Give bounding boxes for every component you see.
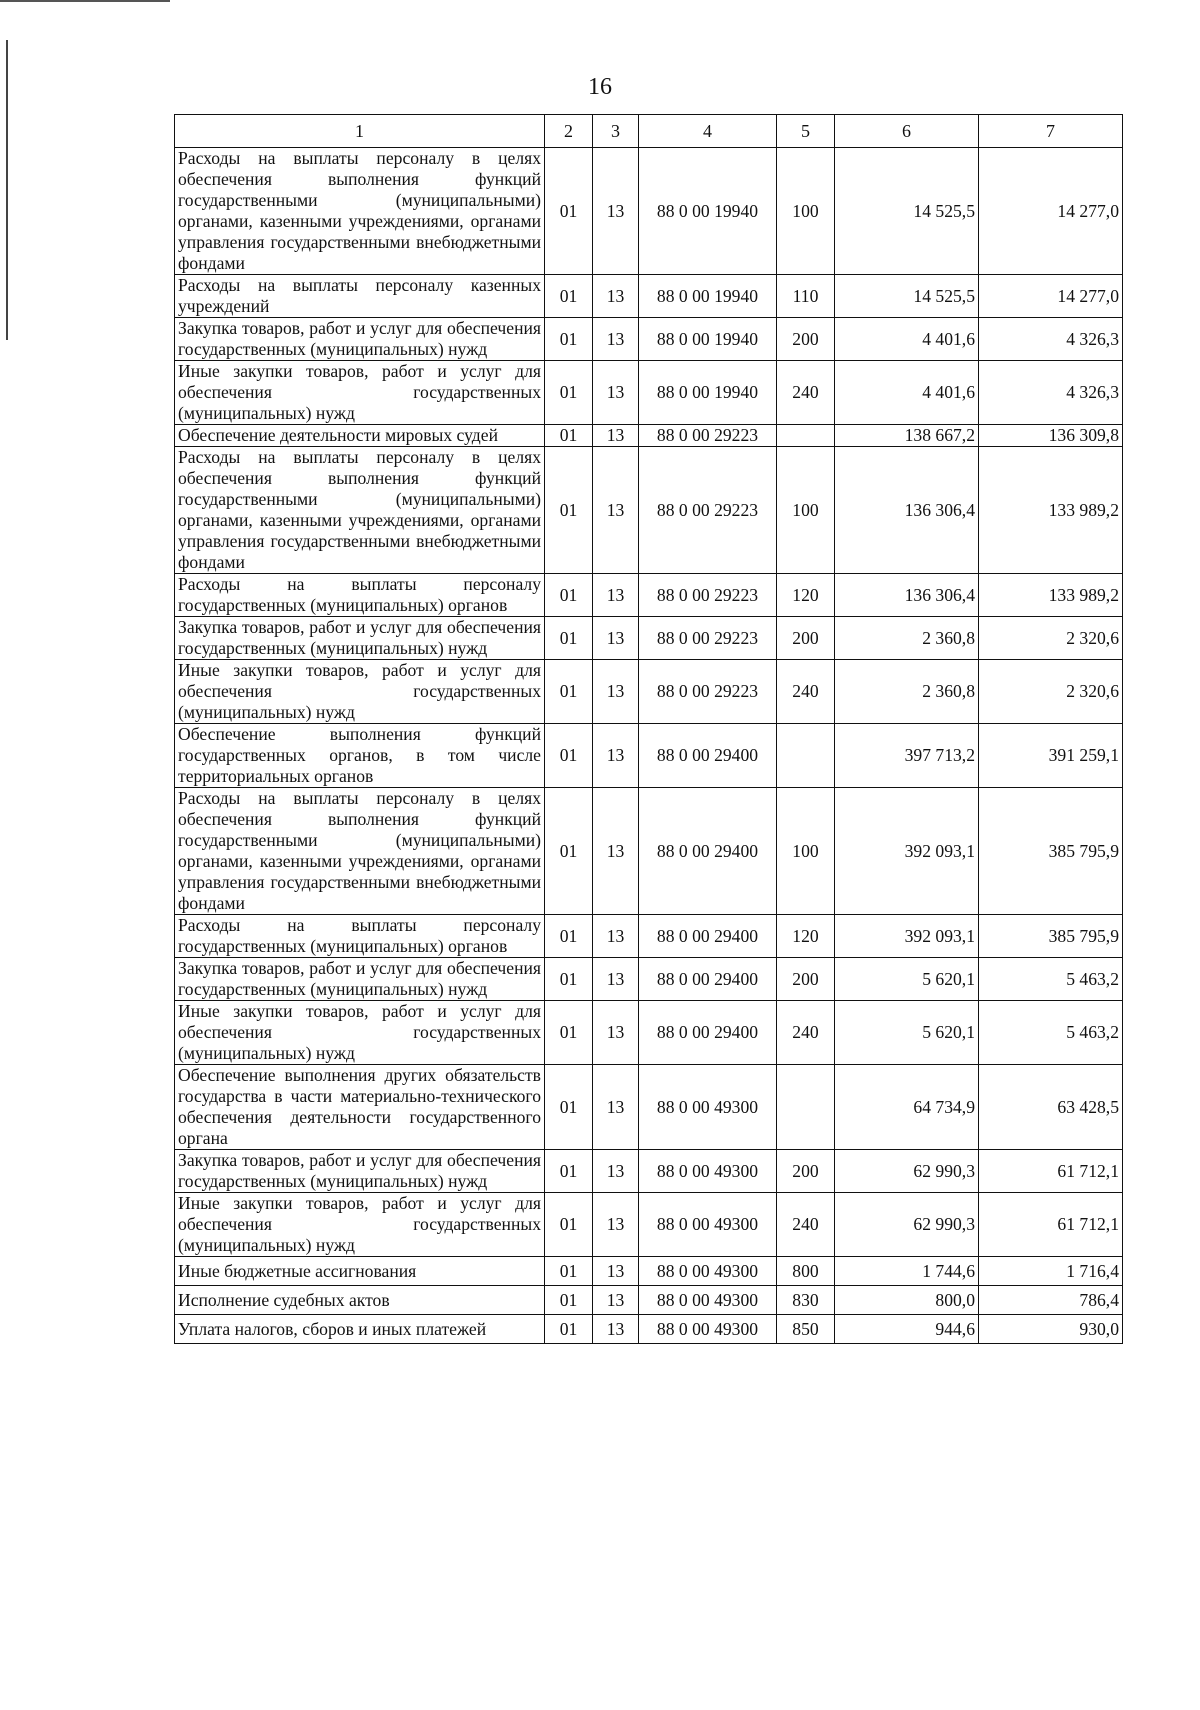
target-article-code: 88 0 00 29400 [639, 1001, 777, 1065]
amount-col7: 5 463,2 [979, 958, 1123, 1001]
expense-type-code: 200 [777, 958, 835, 1001]
expense-type-code: 100 [777, 447, 835, 574]
expense-type-code: 830 [777, 1286, 835, 1315]
expense-name: Закупка товаров, работ и услуг для обеспечения государственных (муниципальных) нужд [175, 1150, 545, 1193]
amount-col7: 385 795,9 [979, 788, 1123, 915]
target-article-code: 88 0 00 49300 [639, 1257, 777, 1286]
expense-type-code: 120 [777, 574, 835, 617]
section-code: 01 [545, 1315, 593, 1344]
subsection-code: 13 [593, 1001, 639, 1065]
expense-type-code: 200 [777, 617, 835, 660]
amount-col6: 14 525,5 [835, 148, 979, 275]
table-row [175, 788, 1123, 915]
amount-col7: 5 463,2 [979, 1001, 1123, 1065]
column-header: 6 [835, 115, 979, 148]
table-header-row [175, 115, 1123, 148]
subsection-code: 13 [593, 148, 639, 275]
target-article-code: 88 0 00 19940 [639, 361, 777, 425]
amount-col6: 62 990,3 [835, 1193, 979, 1257]
target-article-code: 88 0 00 19940 [639, 148, 777, 275]
column-header: 3 [593, 115, 639, 148]
table-row [175, 148, 1123, 275]
expense-type-code: 800 [777, 1257, 835, 1286]
table-row [175, 574, 1123, 617]
target-article-code: 88 0 00 19940 [639, 318, 777, 361]
amount-col6: 62 990,3 [835, 1150, 979, 1193]
expense-type-code [777, 425, 835, 447]
table-row [175, 915, 1123, 958]
target-article-code: 88 0 00 29223 [639, 617, 777, 660]
subsection-code: 13 [593, 574, 639, 617]
amount-col6: 64 734,9 [835, 1065, 979, 1150]
target-article-code: 88 0 00 29400 [639, 915, 777, 958]
amount-col7: 786,4 [979, 1286, 1123, 1315]
subsection-code: 13 [593, 361, 639, 425]
expense-name: Исполнение судебных актов [175, 1286, 545, 1315]
target-article-code: 88 0 00 49300 [639, 1065, 777, 1150]
subsection-code: 13 [593, 617, 639, 660]
expense-type-code: 100 [777, 788, 835, 915]
table-row [175, 1257, 1123, 1286]
amount-col6: 392 093,1 [835, 915, 979, 958]
section-code: 01 [545, 617, 593, 660]
expense-type-code: 100 [777, 148, 835, 275]
table-row [175, 318, 1123, 361]
subsection-code: 13 [593, 1150, 639, 1193]
amount-col7: 133 989,2 [979, 447, 1123, 574]
budget-table [174, 114, 1123, 1344]
expense-type-code [777, 724, 835, 788]
expense-name: Уплата налогов, сборов и иных платежей [175, 1315, 545, 1344]
amount-col6: 392 093,1 [835, 788, 979, 915]
table-row [175, 275, 1123, 318]
subsection-code: 13 [593, 724, 639, 788]
amount-col6: 136 306,4 [835, 574, 979, 617]
table-row [175, 660, 1123, 724]
expense-name: Закупка товаров, работ и услуг для обеспечения государственных (муниципальных) нужд [175, 958, 545, 1001]
target-article-code: 88 0 00 29223 [639, 425, 777, 447]
subsection-code: 13 [593, 447, 639, 574]
amount-col7: 133 989,2 [979, 574, 1123, 617]
table-row [175, 617, 1123, 660]
subsection-code: 13 [593, 1065, 639, 1150]
amount-col6: 14 525,5 [835, 275, 979, 318]
expense-type-code: 200 [777, 1150, 835, 1193]
amount-col7: 136 309,8 [979, 425, 1123, 447]
column-header: 4 [639, 115, 777, 148]
section-code: 01 [545, 788, 593, 915]
section-code: 01 [545, 1257, 593, 1286]
subsection-code: 13 [593, 318, 639, 361]
expense-name: Обеспечение выполнения других обязательств государства в части материально-технического обеспечения деятельности государственного органа [175, 1065, 545, 1150]
amount-col6: 5 620,1 [835, 958, 979, 1001]
section-code: 01 [545, 1193, 593, 1257]
section-code: 01 [545, 1001, 593, 1065]
section-code: 01 [545, 447, 593, 574]
target-article-code: 88 0 00 49300 [639, 1150, 777, 1193]
amount-col6: 1 744,6 [835, 1257, 979, 1286]
target-article-code: 88 0 00 29223 [639, 447, 777, 574]
expense-type-code [777, 1065, 835, 1150]
section-code: 01 [545, 318, 593, 361]
subsection-code: 13 [593, 425, 639, 447]
amount-col6: 800,0 [835, 1286, 979, 1315]
expense-name: Иные закупки товаров, работ и услуг для обеспечения государственных (муниципальных) нужд [175, 361, 545, 425]
expense-name: Обеспечение деятельности мировых судей [175, 425, 545, 447]
section-code: 01 [545, 275, 593, 318]
expense-name: Расходы на выплаты персоналу в целях обеспечения выполнения функций государственными (муниципальными) органами, казенными учреждениями, органами управления государственными внебюджетными фондами [175, 788, 545, 915]
table-row [175, 1286, 1123, 1315]
expense-type-code: 110 [777, 275, 835, 318]
column-header: 7 [979, 115, 1123, 148]
expense-type-code: 850 [777, 1315, 835, 1344]
expense-name: Закупка товаров, работ и услуг для обеспечения государственных (муниципальных) нужд [175, 318, 545, 361]
column-header: 1 [175, 115, 545, 148]
target-article-code: 88 0 00 29400 [639, 724, 777, 788]
target-article-code: 88 0 00 49300 [639, 1315, 777, 1344]
page-number: 16 [588, 74, 612, 100]
expense-type-code: 240 [777, 361, 835, 425]
target-article-code: 88 0 00 49300 [639, 1193, 777, 1257]
column-header: 5 [777, 115, 835, 148]
amount-col6: 136 306,4 [835, 447, 979, 574]
amount-col7: 4 326,3 [979, 318, 1123, 361]
target-article-code: 88 0 00 29223 [639, 574, 777, 617]
expense-type-code: 120 [777, 915, 835, 958]
expense-type-code: 240 [777, 660, 835, 724]
expense-name: Иные закупки товаров, работ и услуг для обеспечения государственных (муниципальных) нужд [175, 1001, 545, 1065]
expense-type-code: 240 [777, 1193, 835, 1257]
section-code: 01 [545, 1065, 593, 1150]
expense-name: Иные закупки товаров, работ и услуг для обеспечения государственных (муниципальных) нужд [175, 1193, 545, 1257]
expense-name: Расходы на выплаты персоналу в целях обеспечения выполнения функций государственными (муниципальными) органами, казенными учреждениями, органами управления государственными внебюджетными фондами [175, 447, 545, 574]
expense-name: Расходы на выплаты персоналу казенных учреждений [175, 275, 545, 318]
expense-name: Иные бюджетные ассигнования [175, 1257, 545, 1286]
expense-type-code: 200 [777, 318, 835, 361]
amount-col6: 2 360,8 [835, 617, 979, 660]
table-row [175, 958, 1123, 1001]
table-row [175, 361, 1123, 425]
table-row [175, 1001, 1123, 1065]
expense-name: Расходы на выплаты персоналу в целях обеспечения выполнения функций государственными (муниципальными) органами, казенными учреждениями, органами управления государственными внебюджетными фондами [175, 148, 545, 275]
subsection-code: 13 [593, 788, 639, 915]
amount-col7: 4 326,3 [979, 361, 1123, 425]
table-row [175, 425, 1123, 447]
amount-col7: 2 320,6 [979, 617, 1123, 660]
expense-name: Расходы на выплаты персоналу государственных (муниципальных) органов [175, 915, 545, 958]
amount-col6: 138 667,2 [835, 425, 979, 447]
expense-name: Закупка товаров, работ и услуг для обеспечения государственных (муниципальных) нужд [175, 617, 545, 660]
subsection-code: 13 [593, 1286, 639, 1315]
table-row [175, 1193, 1123, 1257]
amount-col7: 61 712,1 [979, 1150, 1123, 1193]
section-code: 01 [545, 724, 593, 788]
amount-col6: 4 401,6 [835, 361, 979, 425]
amount-col7: 391 259,1 [979, 724, 1123, 788]
target-article-code: 88 0 00 29400 [639, 958, 777, 1001]
subsection-code: 13 [593, 958, 639, 1001]
amount-col7: 930,0 [979, 1315, 1123, 1344]
target-article-code: 88 0 00 19940 [639, 275, 777, 318]
target-article-code: 88 0 00 49300 [639, 1286, 777, 1315]
amount-col7: 63 428,5 [979, 1065, 1123, 1150]
subsection-code: 13 [593, 915, 639, 958]
subsection-code: 13 [593, 275, 639, 318]
amount-col6: 4 401,6 [835, 318, 979, 361]
amount-col6: 397 713,2 [835, 724, 979, 788]
table-row [175, 1150, 1123, 1193]
subsection-code: 13 [593, 660, 639, 724]
section-code: 01 [545, 148, 593, 275]
column-header: 2 [545, 115, 593, 148]
amount-col6: 5 620,1 [835, 1001, 979, 1065]
section-code: 01 [545, 574, 593, 617]
table-row [175, 724, 1123, 788]
section-code: 01 [545, 915, 593, 958]
section-code: 01 [545, 958, 593, 1001]
amount-col7: 1 716,4 [979, 1257, 1123, 1286]
section-code: 01 [545, 425, 593, 447]
section-code: 01 [545, 1150, 593, 1193]
amount-col7: 61 712,1 [979, 1193, 1123, 1257]
expense-type-code: 240 [777, 1001, 835, 1065]
expense-name: Обеспечение выполнения функций государственных органов, в том числе территориальных органов [175, 724, 545, 788]
target-article-code: 88 0 00 29400 [639, 788, 777, 915]
amount-col6: 944,6 [835, 1315, 979, 1344]
section-code: 01 [545, 660, 593, 724]
scan-artifact-top [0, 0, 170, 2]
expense-name: Расходы на выплаты персоналу государственных (муниципальных) органов [175, 574, 545, 617]
subsection-code: 13 [593, 1257, 639, 1286]
table-row [175, 447, 1123, 574]
amount-col7: 2 320,6 [979, 660, 1123, 724]
amount-col7: 385 795,9 [979, 915, 1123, 958]
subsection-code: 13 [593, 1315, 639, 1344]
subsection-code: 13 [593, 1193, 639, 1257]
section-code: 01 [545, 361, 593, 425]
target-article-code: 88 0 00 29223 [639, 660, 777, 724]
table-row [175, 1065, 1123, 1150]
table-row [175, 1315, 1123, 1344]
amount-col6: 2 360,8 [835, 660, 979, 724]
amount-col7: 14 277,0 [979, 275, 1123, 318]
amount-col7: 14 277,0 [979, 148, 1123, 275]
section-code: 01 [545, 1286, 593, 1315]
expense-name: Иные закупки товаров, работ и услуг для обеспечения государственных (муниципальных) нужд [175, 660, 545, 724]
